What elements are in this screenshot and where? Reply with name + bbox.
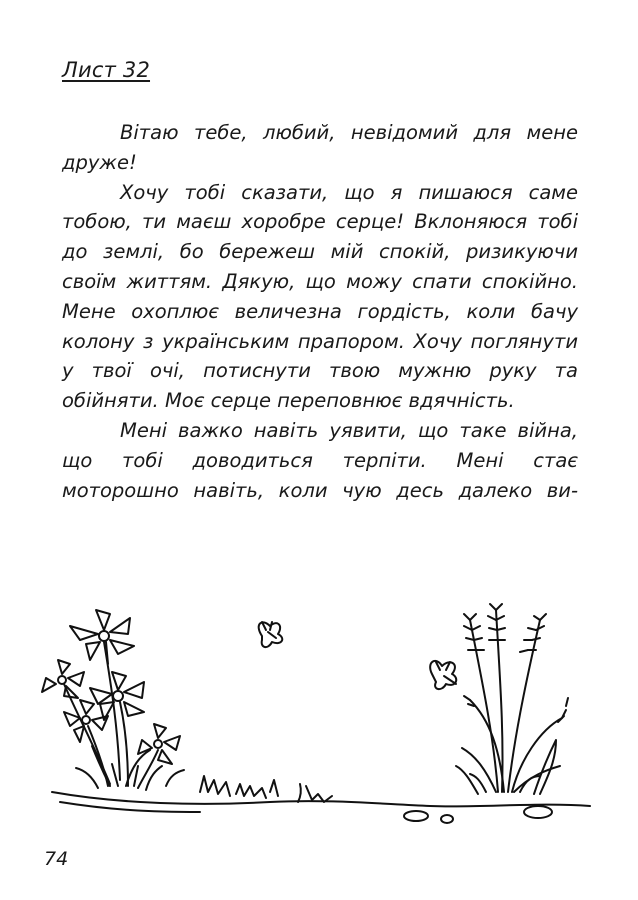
paragraph-war: Мені важко навіть уявити, що таке війна, що тобі доводиться терпіти. Мені стає моторошно навіть, коли чую десь далеко ви- [62, 418, 578, 502]
paragraph-greeting: Вітаю тебе, любий, невідомий для мене друже! [62, 121, 578, 174]
paragraph-gratitude: Хочу тобі сказати, що я пишаюся саме тобою, ти маєш хоробре серце! Вклоняюся тобі до землі, бо бережеш мій спокій, ризикуючи своїм життям. Дякую, що можу спати спокійно. Мене охоплює величезна гордість, коли бачу колону з українським прапором. Хочу поглянути у твої очі, потиснути твою мужню руку та обійняти. Моє серце переповнює вдячність. [62, 180, 578, 413]
page-number: 74 [44, 848, 69, 870]
letter-body [62, 118, 578, 505]
flowers-and-grass-sketch-icon [0, 580, 638, 840]
letter-heading: Лист 32 [62, 58, 151, 82]
